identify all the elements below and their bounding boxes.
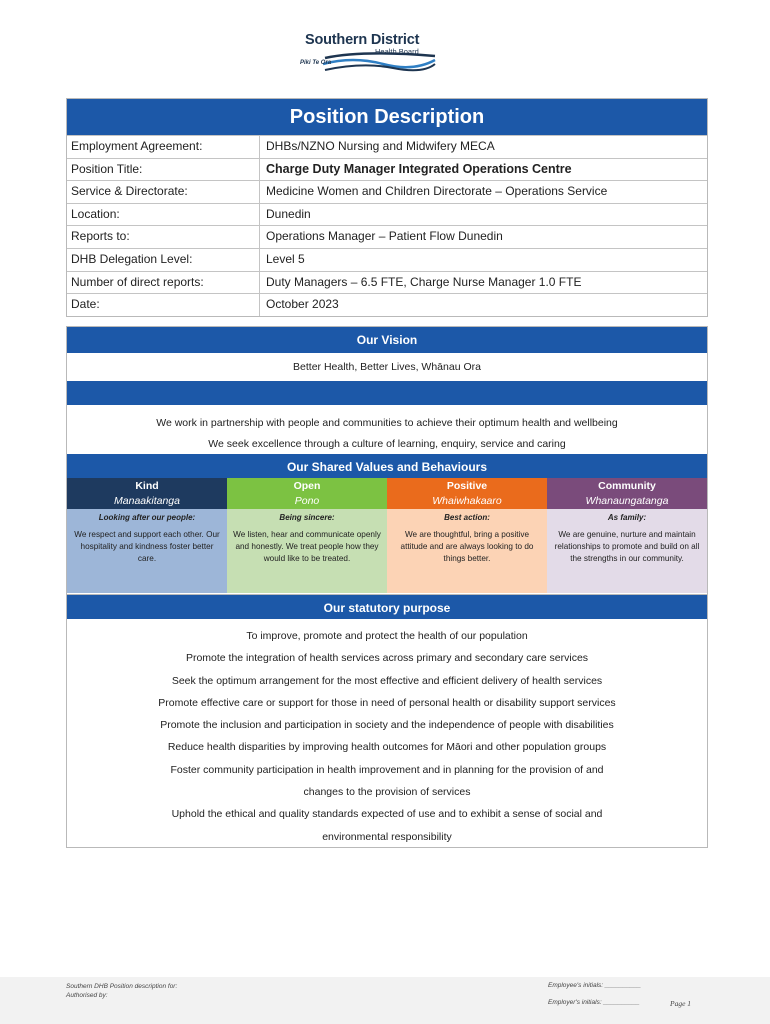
row-label: DHB Delegation Level: — [67, 249, 260, 271]
row-value: DHBs/NZNO Nursing and Midwifery MECA — [266, 139, 495, 153]
table-row — [67, 293, 707, 316]
table-row — [67, 180, 707, 203]
row-label: Number of direct reports: — [67, 272, 260, 294]
logo-sub-name: Health Board — [375, 47, 419, 56]
row-label: Position Title: — [67, 159, 260, 181]
vision-statement: We seek excellence through a culture of learning, enquiry, service and caring — [208, 438, 566, 450]
row-label: Date: — [67, 294, 260, 316]
statutory-purpose-section — [66, 594, 708, 848]
vision-section — [66, 326, 708, 454]
value-community — [547, 478, 707, 593]
table-row — [67, 158, 707, 181]
statutory-heading: Our statutory purpose — [67, 595, 707, 619]
table-row — [67, 271, 707, 294]
vision-statement: We work in partnership with people and communities to achieve their optimum health and wellbeing — [156, 417, 618, 429]
row-value: Duty Managers – 6.5 FTE, Charge Nurse Manager 1.0 FTE — [266, 274, 582, 289]
table-row — [67, 135, 707, 158]
footer-left — [66, 982, 177, 1000]
value-subtitle: As family: — [607, 513, 647, 522]
page-footer — [0, 977, 770, 1024]
vision-heading: Our Vision — [67, 327, 707, 353]
value-maori-name: Whanaungatanga — [585, 495, 669, 507]
value-subtitle: Looking after our people: — [98, 513, 196, 522]
value-description: We respect and support each other. Our hospitality and kindness foster better care. — [74, 530, 220, 563]
list-item: Reduce health disparities by improving health outcomes for Māori and other population groups — [167, 741, 607, 754]
value-subtitle: Being sincere: — [279, 513, 335, 522]
value-kind — [67, 478, 227, 593]
value-name: Community — [598, 480, 656, 492]
row-value: October 2023 — [266, 297, 339, 312]
value-description: We are thoughtful, bring a positive attitude and are always looking to do things better. — [400, 530, 534, 563]
employee-initials-field: Employee's initials: __________ — [548, 982, 642, 989]
list-item: Foster community participation in health improvement and in planning for the provision of and — [170, 763, 604, 776]
list-item: Seek the optimum arrangement for the most effective and efficient delivery of health services — [171, 674, 603, 687]
list-item: Promote the inclusion and participation in society and the independence of people with disabilities — [160, 719, 614, 732]
row-value: Operations Manager – Patient Flow Dunedin — [266, 229, 503, 244]
organisation-logo — [295, 30, 445, 75]
values-section — [66, 454, 708, 594]
table-row — [67, 225, 707, 248]
list-item: To improve, promote and protect the health of our population — [246, 630, 528, 642]
footer-authorised-line: Authorised by: — [66, 992, 108, 999]
position-title-value: Charge Duty Manager Integrated Operations Centre — [266, 161, 572, 176]
list-item: Promote effective care or support for those in need of personal health or disability support services — [158, 696, 616, 709]
position-description-table — [66, 98, 708, 317]
logo-org-name: Southern District — [305, 32, 420, 48]
values-heading: Our Shared Values and Behaviours — [67, 454, 707, 478]
position-description-title: Position Description — [67, 99, 707, 135]
value-name: Positive — [446, 480, 488, 492]
table-row — [67, 248, 707, 271]
statutory-list — [67, 619, 707, 848]
value-positive — [387, 478, 547, 593]
value-maori-name: Manaakitanga — [114, 495, 180, 507]
row-label: Reports to: — [67, 226, 260, 248]
value-description: We listen, hear and communicate openly and honestly. We treat people how they would like to be treated. — [233, 530, 381, 563]
row-label: Employment Agreement: — [67, 136, 260, 158]
employer-initials-field: Employer's initials: __________ — [548, 999, 640, 1006]
list-item: environmental responsibility — [322, 830, 452, 843]
row-label: Service & Directorate: — [67, 181, 260, 203]
section-divider-band — [67, 381, 707, 405]
value-subtitle: Best action: — [444, 513, 490, 522]
footer-description-line: Southern DHB Position description for: — [66, 983, 178, 990]
row-value: Medicine Women and Children Directorate – Operations Service — [266, 184, 608, 199]
values-columns — [67, 478, 707, 593]
value-description: We are genuine, nurture and maintain relationships to promote and build on all the strengths in our community. — [554, 530, 700, 563]
list-item: Uphold the ethical and quality standards expected of use and to exhibit a sense of social and — [171, 808, 603, 821]
row-label: Location: — [67, 204, 260, 226]
logo-tagline: Piki Te Ora — [300, 60, 332, 66]
logo-wave-icon — [323, 52, 438, 74]
value-name: Open — [293, 480, 321, 492]
vision-text: Better Health, Better Lives, Whānau Ora — [293, 361, 481, 373]
list-item: changes to the provision of services — [303, 786, 471, 799]
table-row — [67, 203, 707, 226]
vision-statements — [67, 405, 707, 455]
page-number: Page 1 — [670, 999, 692, 1008]
value-name: Kind — [135, 480, 159, 492]
value-maori-name: Pono — [294, 495, 320, 507]
list-item: Promote the integration of health services across primary and secondary care services — [185, 652, 589, 665]
row-value: Level 5 — [266, 251, 305, 266]
value-open — [227, 478, 387, 593]
row-value: Dunedin — [266, 206, 311, 221]
value-maori-name: Whaiwhakaaro — [432, 495, 502, 507]
